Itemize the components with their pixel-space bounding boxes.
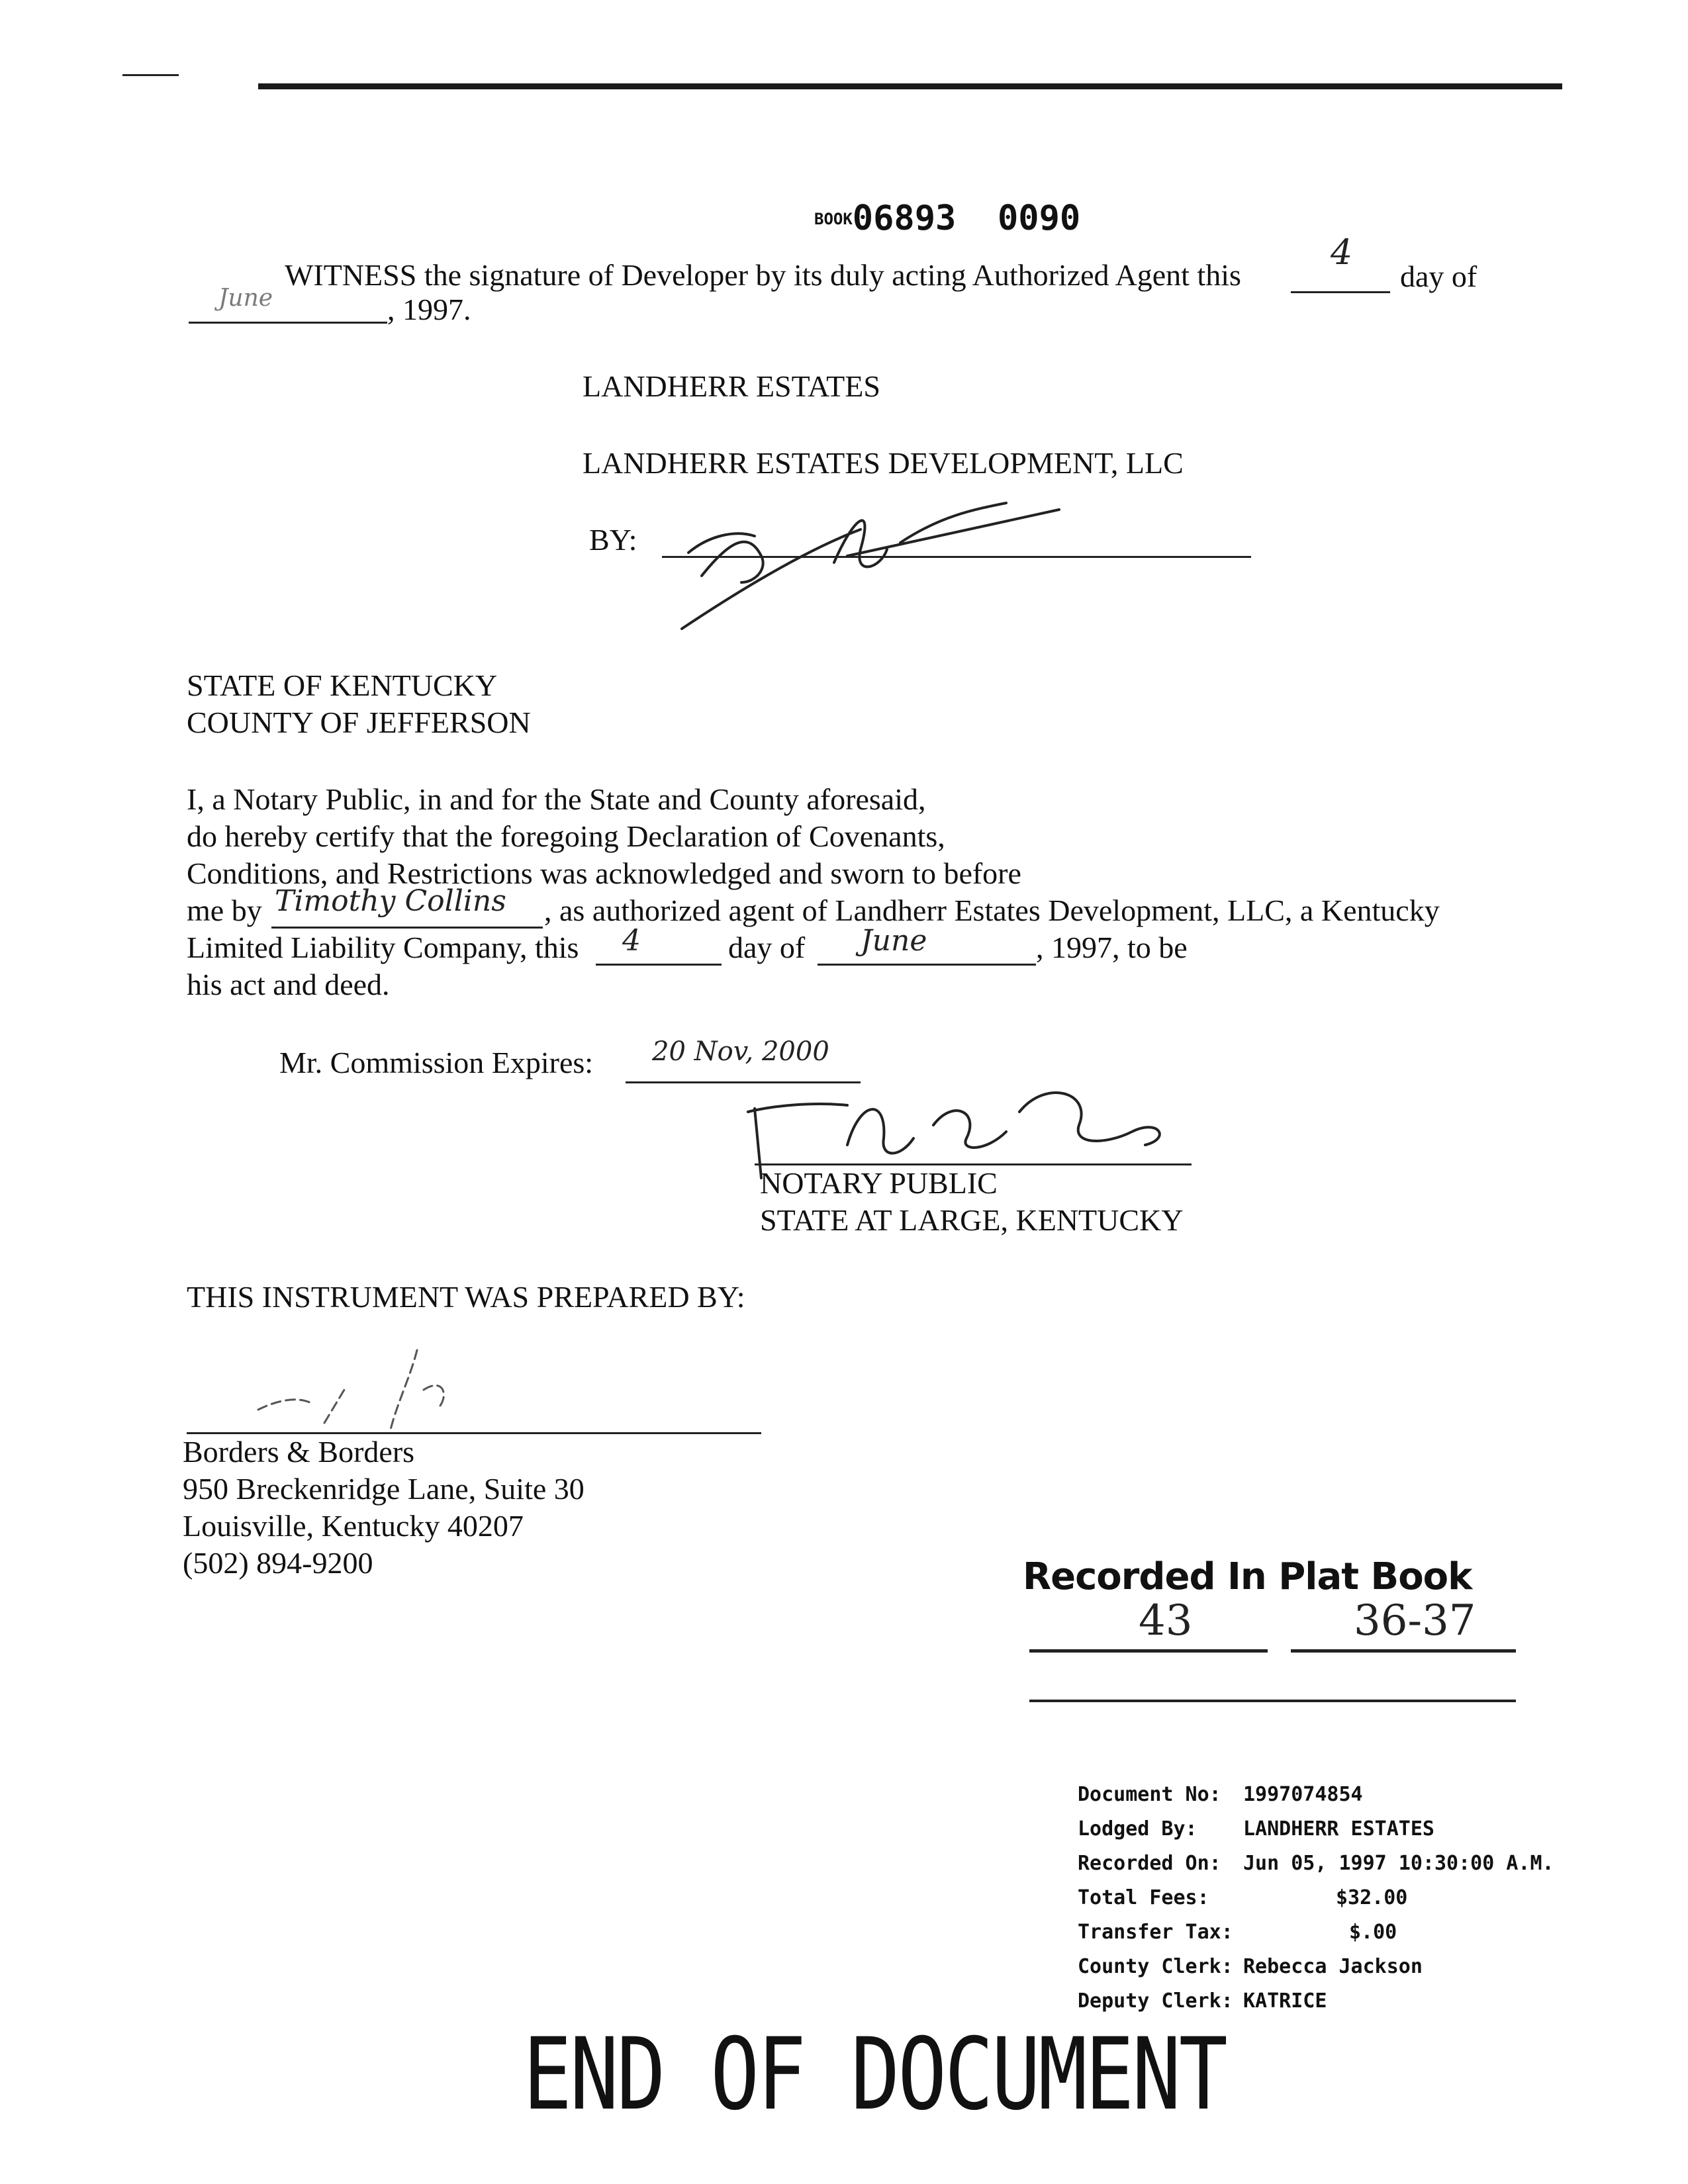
witness-text: WITNESS the signature of Developer by its duly acting Authorized Agent this bbox=[285, 258, 1241, 292]
plat-page-handwritten: 36-37 bbox=[1354, 1596, 1476, 1645]
witness-year: , 1997. bbox=[387, 293, 471, 326]
recording-row: County Clerk: Rebecca Jackson bbox=[1078, 1955, 1423, 1978]
preparer-address-2: Louisville, Kentucky 40207 bbox=[183, 1509, 524, 1543]
notary-line-3: Conditions, and Restrictions was acknowledged and sworn to before bbox=[187, 856, 1021, 890]
recording-row: Deputy Clerk: KATRICE bbox=[1078, 1989, 1327, 2013]
book-number: 06893 bbox=[852, 199, 957, 238]
notary-agent-name-handwritten: Timothy Collins bbox=[275, 884, 506, 918]
recording-row: Lodged By: LANDHERR ESTATES bbox=[1078, 1817, 1434, 1841]
commission-label: Mr. Commission Expires: bbox=[279, 1046, 594, 1079]
notary-line-5-prefix: Limited Liability Company, this bbox=[187, 931, 579, 964]
recording-row: Document No: 1997074854 bbox=[1078, 1783, 1363, 1806]
witness-day-handwritten: 4 bbox=[1331, 233, 1353, 273]
venue-state: STATE OF KENTUCKY bbox=[187, 668, 498, 702]
witness-month-handwritten: June bbox=[218, 285, 273, 312]
notary-line-4-suffix: , as authorized agent of Landherr Estates Development, LLC, a Kentucky bbox=[544, 893, 1440, 927]
developer-signature bbox=[662, 490, 1125, 642]
notary-day-line bbox=[596, 964, 722, 966]
notary-line-1: I, a Notary Public, in and for the State and County aforesaid, bbox=[187, 782, 926, 816]
book-label: BOOK bbox=[814, 210, 853, 228]
preparer-firm: Borders & Borders bbox=[183, 1435, 415, 1469]
preparer-signature bbox=[192, 1337, 536, 1436]
plat-book-handwritten: 43 bbox=[1139, 1596, 1193, 1645]
plat-book-line bbox=[1029, 1649, 1268, 1653]
witness-month-line bbox=[189, 322, 387, 324]
notary-line-6: his act and deed. bbox=[187, 968, 390, 1001]
top-edge-line bbox=[258, 83, 1562, 89]
book-page-header bbox=[814, 199, 1080, 238]
preparer-phone: (502) 894-9200 bbox=[183, 1546, 373, 1580]
notary-line-5-mid: day of bbox=[728, 931, 806, 964]
notary-month-line bbox=[818, 964, 1036, 966]
plat-page-line bbox=[1291, 1649, 1516, 1653]
top-edge-line-left bbox=[122, 74, 179, 76]
plat-stamp-title: Recorded In Plat Book bbox=[1023, 1555, 1472, 1598]
page-number: 0090 bbox=[997, 199, 1081, 238]
recording-row: Recorded On: Jun 05, 1997 10:30:00 A.M. bbox=[1078, 1852, 1554, 1875]
witness-line-1 bbox=[285, 257, 1241, 294]
end-of-document-stamp: END OF DOCUMENT bbox=[523, 2017, 1226, 2132]
recording-info bbox=[1078, 1778, 1554, 2019]
preparer-heading: THIS INSTRUMENT WAS PREPARED BY: bbox=[187, 1280, 745, 1314]
notary-line-5-suffix: , 1997, to be bbox=[1036, 931, 1188, 964]
preparer-address-1: 950 Breckenridge Lane, Suite 30 bbox=[183, 1472, 585, 1506]
by-label: BY: bbox=[589, 523, 637, 557]
notary-agent-name-line bbox=[271, 927, 543, 929]
developer-name: LANDHERR ESTATES bbox=[583, 369, 880, 403]
plat-stamp-bottom-line bbox=[1029, 1700, 1516, 1702]
recording-row: Total Fees: $32.00 bbox=[1078, 1886, 1408, 1909]
recording-row: Transfer Tax: $.00 bbox=[1078, 1921, 1397, 1944]
venue-county: COUNTY OF JEFFERSON bbox=[187, 705, 531, 739]
witness-day-line bbox=[1291, 291, 1390, 293]
notary-line-4-prefix: me by bbox=[187, 893, 262, 927]
commission-date-handwritten: 20 Nov, 2000 bbox=[652, 1036, 829, 1067]
notary-month-handwritten: June bbox=[861, 924, 927, 958]
notary-title-2: STATE AT LARGE, KENTUCKY bbox=[760, 1203, 1184, 1237]
notary-title-1: NOTARY PUBLIC bbox=[760, 1166, 998, 1200]
notary-day-handwritten: 4 bbox=[622, 924, 641, 958]
notary-line-2: do hereby certify that the foregoing Declaration of Covenants, bbox=[187, 819, 945, 853]
witness-day-of: day of bbox=[1400, 259, 1477, 293]
developer-company: LANDHERR ESTATES DEVELOPMENT, LLC bbox=[583, 446, 1184, 480]
